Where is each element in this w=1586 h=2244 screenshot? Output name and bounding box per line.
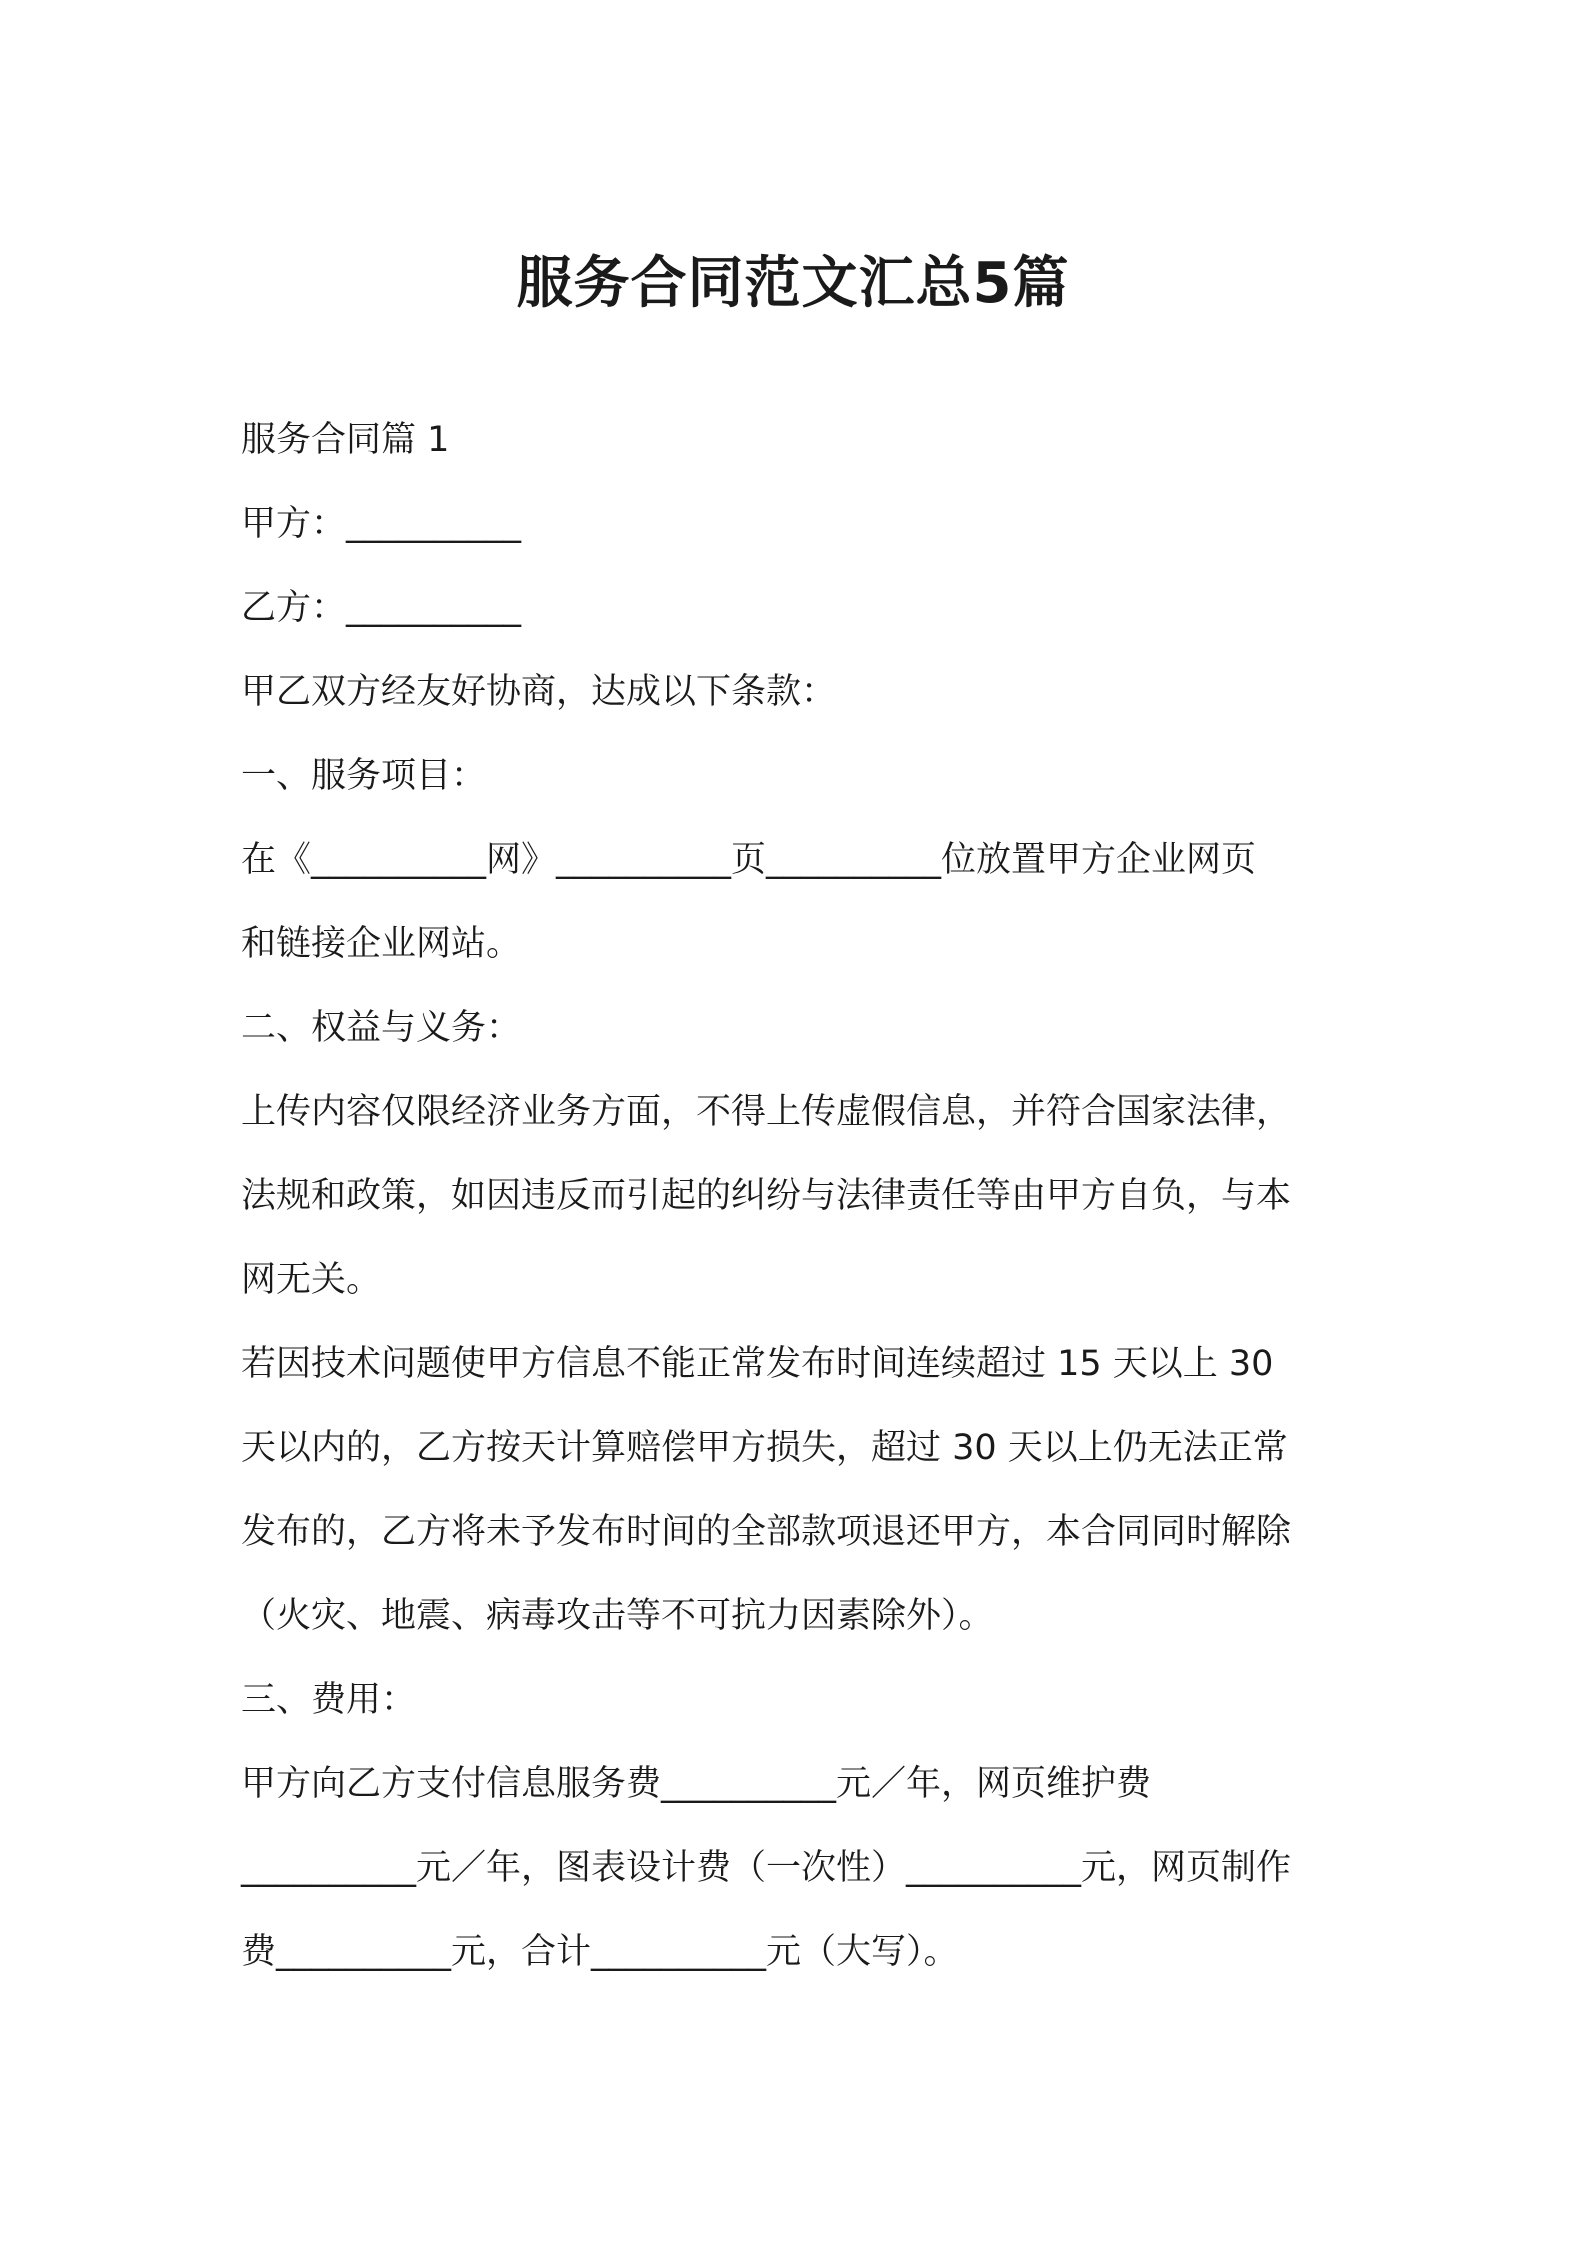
paragraph-line: 在《__________网》__________页__________位放置甲方企业网页 — [241, 840, 1257, 880]
clause-heading-rights-obligations: 二、权益与义务： — [241, 1008, 522, 1048]
document-body — [241, 398, 1361, 1994]
paragraph-line: 若因技术问题使甲方信息不能正常发布时间连续超过 15 天以上 30 — [241, 1344, 1274, 1384]
paragraph-line: 法规和政策，如因违反而引起的纠纷与法律责任等由甲方自负，与本 — [241, 1176, 1292, 1216]
paragraph-line: 和链接企业网站。 — [241, 924, 522, 964]
party-b-line: 乙方：__________ — [241, 588, 522, 628]
paragraph-line: 网无关。 — [241, 1260, 382, 1300]
clause-heading-fees: 三、费用： — [241, 1680, 417, 1720]
paragraph-line: （火灾、地震、病毒攻击等不可抗力因素除外）。 — [241, 1596, 994, 1636]
party-a-line: 甲方：__________ — [241, 504, 522, 544]
section-heading-contract-1: 服务合同篇 1 — [241, 420, 450, 460]
preamble-line: 甲乙双方经友好协商，达成以下条款： — [241, 672, 837, 712]
clause-heading-service-items: 一、服务项目： — [241, 756, 487, 796]
paragraph-line: 甲方向乙方支付信息服务费__________元／年，网页维护费 — [241, 1764, 1152, 1804]
paragraph-line: 费__________元，合计__________元（大写）。 — [241, 1932, 959, 1972]
paragraph-line: 发布的，乙方将未予发布时间的全部款项退还甲方，本合同同时解除 — [241, 1512, 1292, 1552]
paragraph-line: 天以内的，乙方按天计算赔偿甲方损失，超过 30 天以上仍无法正常 — [241, 1428, 1288, 1468]
paragraph-line: __________元／年，图表设计费（一次性）__________元，网页制作 — [241, 1848, 1292, 1888]
document-title: 服务合同范文汇总5篇 — [516, 250, 1070, 316]
paragraph-line: 上传内容仅限经济业务方面，不得上传虚假信息，并符合国家法律， — [241, 1092, 1292, 1132]
